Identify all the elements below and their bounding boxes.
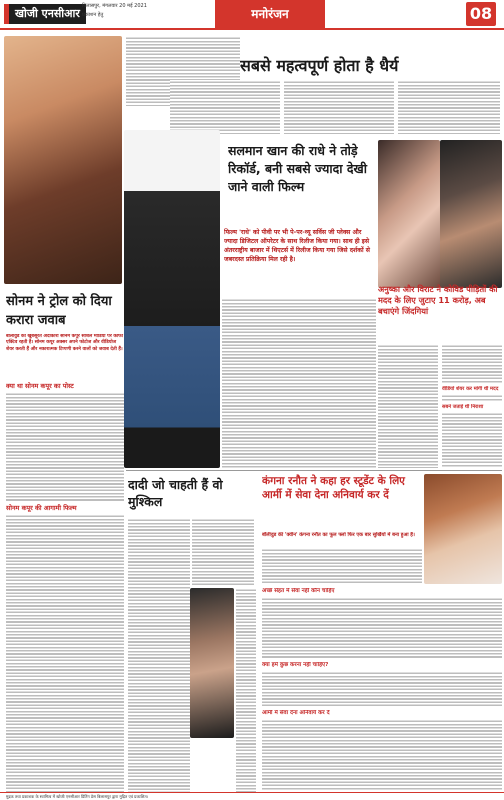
anushka-photo (378, 140, 440, 288)
kangana-headline: कंगना रनौत ने कहा हर स्टूडेंट के लिए आर्मी में सेवा देना अनिवार्य कर दें (262, 475, 405, 501)
page-number: 08 (466, 2, 496, 26)
salman-article-body (222, 298, 376, 468)
kangana-article-body-1 (262, 548, 422, 584)
sonam-subhead: क्या था सोनम कपूर का पोस्ट (6, 382, 74, 390)
kangana-subhead: अच्छे सेहत में सेवा नहीं कौन चाहिए (262, 588, 335, 594)
section-divider (126, 470, 502, 471)
footer-bar (0, 792, 504, 800)
arjun-article-col-3 (236, 588, 256, 792)
salman-headline: सलमान खान की राधे ने तोड़े रिकॉर्ड, बनी सबसे ज्यादा देखी जाने वाली फिल्म (228, 143, 367, 194)
top-story-headline: सबसे महत्वपूर्ण होता है धैर्य (240, 56, 399, 75)
anushka-subhead-2: सबने जताई थी निराशा (442, 404, 484, 410)
sonam-headline: सोनम ने ट्रोल को दिया करारा जवाब (6, 294, 112, 328)
sonam-article-body-2 (6, 514, 124, 792)
arjun-headline: दादी जो चाहती हैं वो मुश्किल (128, 477, 223, 509)
newspaper-logo: खोजी एनसीआर (4, 4, 86, 24)
section-title: मनोरंजन (215, 0, 325, 28)
sonam-article-body (6, 392, 124, 502)
sonam-subhead-2: सोनम कपूर की आगामी फिल्म (6, 504, 77, 512)
kangana-article-body-2 (262, 597, 502, 659)
kangana-article-body-3 (262, 671, 502, 707)
salman-lede: फिल्म 'राधे' को पीवी पर भी पे-पर-व्यू सर्विस जी प्लेक्स और ज्यादा डिजिटल ऑपरेटर के साथ रिलीज किया गया। साथ ही इसे अंतरराष्ट्रीय बाजार में थिएटर्स में रिलीज किया गया जिसे दर्शकों से जबरदस्त प्रतिक्रिया मिल रही है। (224, 229, 370, 263)
top-article-column-2 (170, 80, 280, 134)
kangana-subhead-2: क्या हमें कुछ करना नहीं चाहिए? (262, 662, 329, 668)
anushka-article-col-3 (442, 394, 502, 402)
anushka-headline: अनुष्का और विराट ने कोविड पीड़ितों की मदद के लिए जुटाए 11 करोड़, अब बचाएंगे जिंदगियां (378, 284, 498, 316)
anushka-article-col-4 (442, 412, 502, 468)
arjun-article-col-1 (128, 518, 190, 792)
virat-photo (440, 140, 502, 288)
salman-photo (124, 130, 220, 468)
top-article-column-3 (284, 80, 394, 134)
sonam-lede: बॉलीवुड की खूबसूरत अदाकारा सोनम कपूर सोशल मीडिया पर काफी एक्टिव रहती है। सोनम कपूर अक्सर अपने फोटोज और वीडियोज शेयर करती हैं और नकारात्मक टिप्पणी करने वालों को जवाब देती हैं। (6, 334, 124, 352)
footer-text: मुद्रक तथा प्रकाशक के स्वामित्व में खोजी एनसीआर प्रिंटिंग प्रेस बिलासपुर द्वारा मुद्रित एवं प्रकाशित। (6, 794, 149, 799)
arjun-photo (190, 588, 234, 738)
masthead-date: बिलासपुर, मंगलवार 20 मई 2021 (82, 3, 147, 9)
actress-photo-left (4, 36, 122, 284)
anushka-article-col-1 (378, 344, 438, 468)
kangana-photo (424, 474, 502, 584)
kangana-lede: बॉलीवुड की 'क्वीन' कंगना रनौत का फूल फ्लो फिर एक बार सुर्खियों में बना हुआ है। (262, 532, 415, 538)
top-article-column-4 (398, 80, 500, 134)
anushka-article-col-2 (442, 344, 502, 384)
anushka-subhead: वीडियो शेयर कर मांगी थी मदद (442, 386, 499, 392)
arjun-article-col-2 (192, 518, 254, 586)
kangana-subhead-3: आर्मी में सेवा देना अनिवार्य कर दें (262, 710, 330, 716)
masthead-edition: प्रकाशन हेतु (82, 12, 104, 18)
kangana-article-body-4 (262, 719, 502, 791)
masthead (0, 0, 504, 30)
